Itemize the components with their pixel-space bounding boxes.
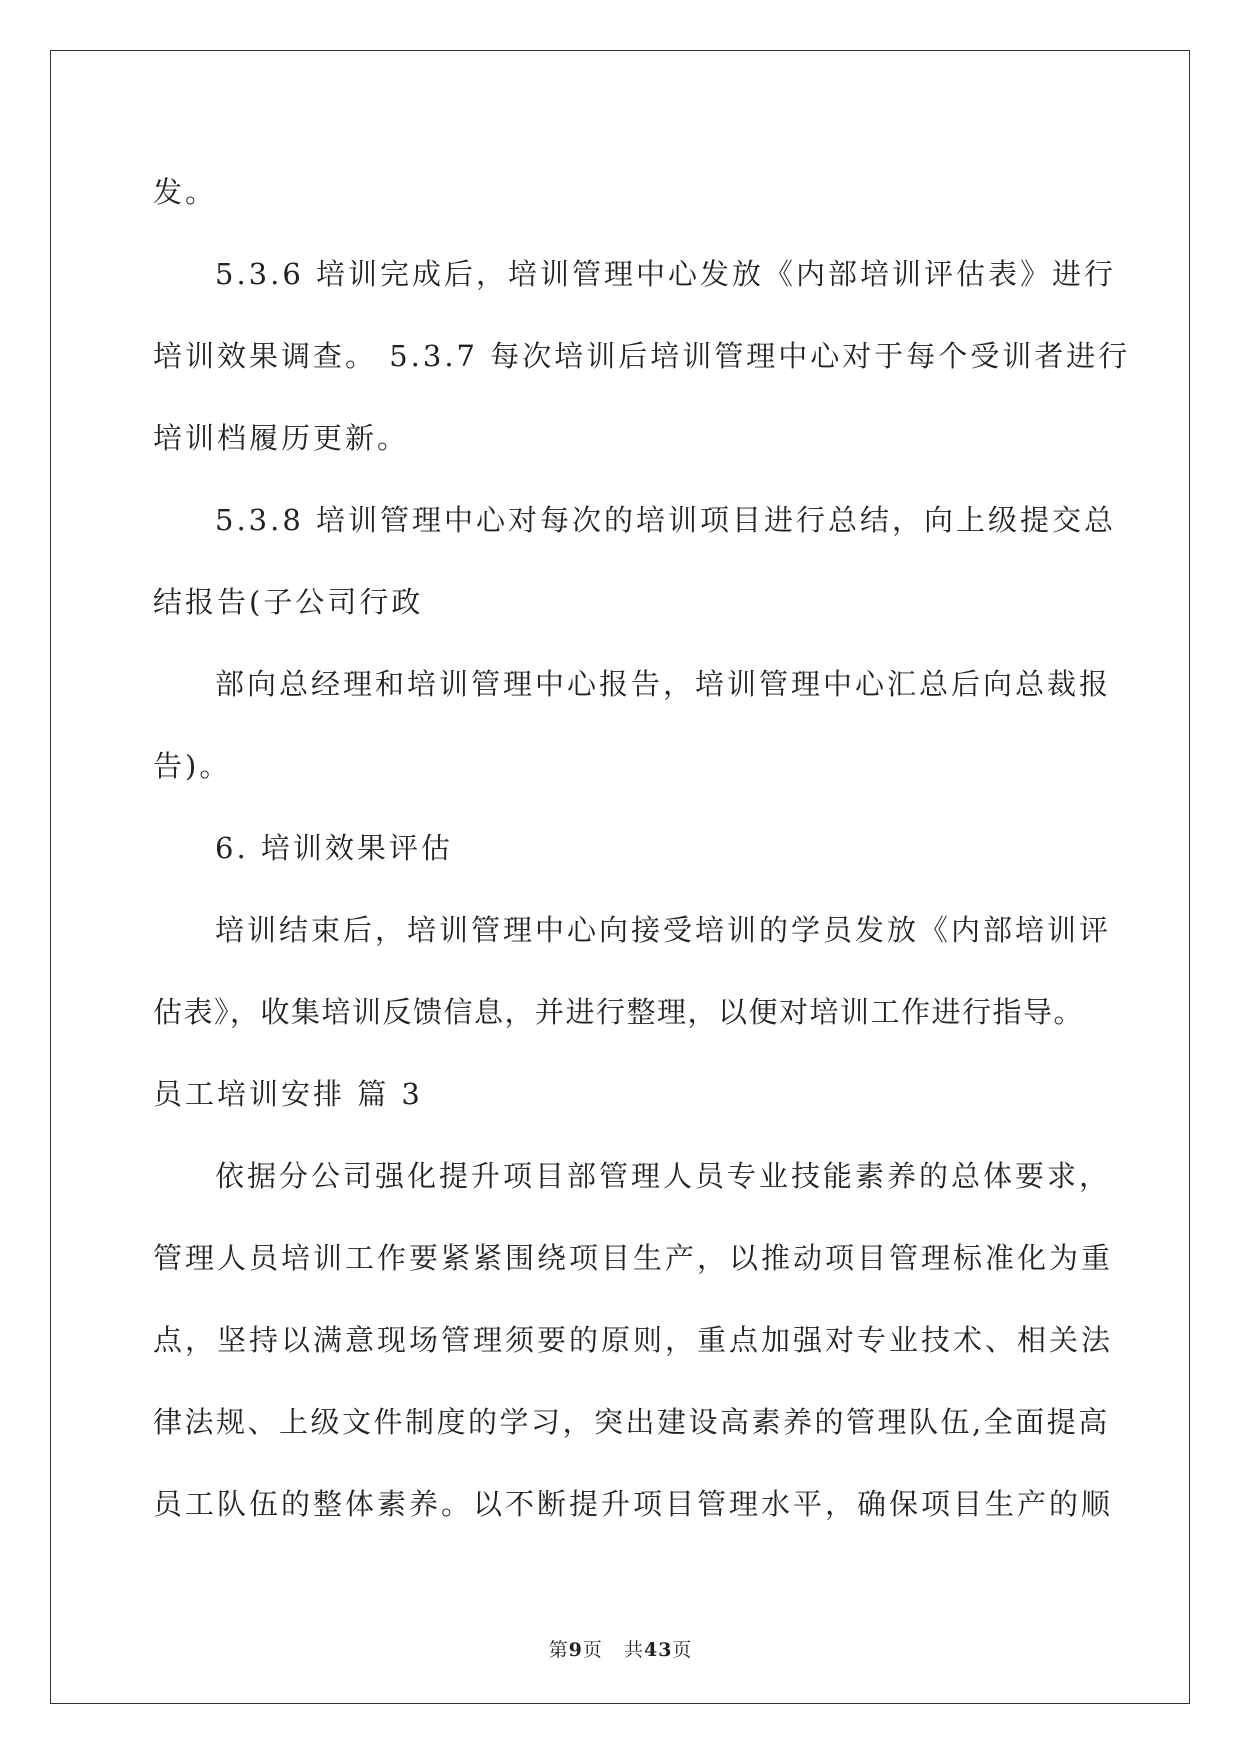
text-line: 结报告(子公司行政 xyxy=(153,585,424,619)
article-heading: 员工培训安排 篇 3 xyxy=(153,1077,423,1111)
footer-page-number: 9 xyxy=(568,1639,583,1661)
section-heading: 6. 培训效果评估 xyxy=(215,831,453,865)
footer-prefix: 第 xyxy=(548,1639,569,1661)
text-line: 培训档履历更新。 xyxy=(153,421,410,455)
footer-total-prefix: 共 xyxy=(623,1639,644,1661)
page-footer xyxy=(0,1635,1241,1662)
text-line: 告)。 xyxy=(153,749,232,783)
text-line: 培训结束后，培训管理中心向接受培训的学员发放《内部培训评 xyxy=(215,913,1112,947)
footer-total-pages: 43 xyxy=(643,1639,673,1661)
text-line: 员工队伍的整体素养。以不断提升项目管理水平，确保项目生产的顺 xyxy=(153,1487,1114,1521)
text-line: 5.3.6 培训完成后，培训管理中心发放《内部培训评估表》进行 xyxy=(215,257,1117,291)
text-line: 部向总经理和培训管理中心报告，培训管理中心汇总后向总裁报 xyxy=(215,667,1112,701)
text-line: 律法规、上级文件制度的学习，突出建设高素养的管理队伍,全面提高 xyxy=(153,1405,1110,1439)
text-line: 管理人员培训工作要紧紧围绕项目生产，以推动项目管理标准化为重 xyxy=(153,1241,1114,1275)
footer-page-suffix: 页 xyxy=(582,1639,603,1661)
text-line: 培训效果调查。 5.3.7 每次培训后培训管理中心对于每个受训者进行 xyxy=(153,339,1131,373)
text-line: 5.3.8 培训管理中心对每次的培训项目进行总结，向上级提交总 xyxy=(215,503,1117,537)
text-line: 发。 xyxy=(153,175,218,209)
text-line: 点，坚持以满意现场管理须要的原则，重点加强对专业技术、相关法 xyxy=(153,1323,1114,1357)
footer-total-suffix: 页 xyxy=(672,1639,693,1661)
page-border xyxy=(50,50,1190,1704)
text-line: 估表》，收集培训反馈信息，并进行整理，以便对培训工作进行指导。 xyxy=(153,995,1085,1029)
text-line: 依据分公司强化提升项目部管理人员专业技能素养的总体要求， xyxy=(215,1159,1112,1193)
